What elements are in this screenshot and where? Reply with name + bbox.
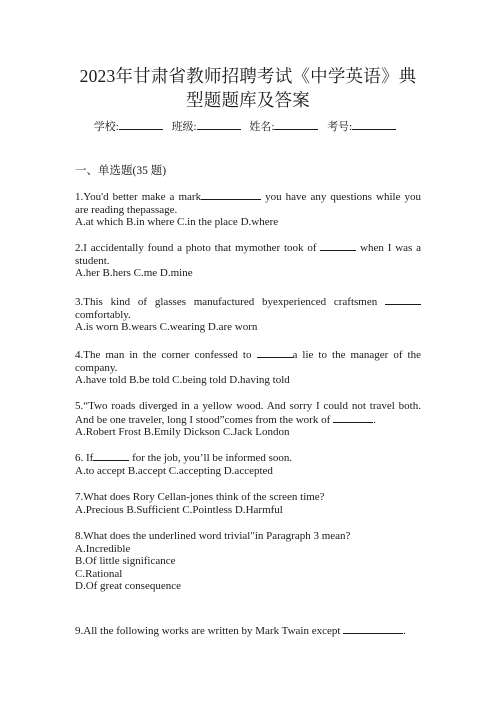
question-9-stem xyxy=(75,624,421,638)
question-9-blank xyxy=(343,624,403,634)
question-6-text-b: for the job, you’ll be informed soon. xyxy=(129,452,293,464)
school-label: 学校: xyxy=(93,121,119,133)
question-5-options: A.Robert Frost B.Emily Dickson C.Jack London xyxy=(75,426,290,438)
question-4-text-b: a lie to the manager of the company. xyxy=(75,349,421,374)
question-7 xyxy=(75,491,421,516)
school-blank xyxy=(119,119,163,130)
question-8 xyxy=(75,530,421,593)
question-4-blank xyxy=(257,348,293,358)
question-5-text-b: . xyxy=(373,413,376,426)
question-5-blank xyxy=(333,413,373,423)
question-2-text-a: 2.I accidentally found a photo that mymother took of xyxy=(75,242,321,254)
question-6-stem xyxy=(75,451,421,465)
question-5 xyxy=(75,400,421,439)
question-6 xyxy=(75,451,421,477)
question-4-text-a: 4.The man in the corner confessed to xyxy=(75,349,257,361)
question-1-text-b: you have any questions while you are reading thepassage. xyxy=(75,191,421,216)
question-6-blank xyxy=(93,451,129,461)
question-8-stem: 8.What does the underlined word trivial"in Paragraph 3 mean? xyxy=(75,530,351,542)
question-1-blank xyxy=(201,190,261,200)
question-1-stem xyxy=(75,190,421,216)
question-6-options: A.to accept B.accept C.accepting D.accepted xyxy=(75,464,273,477)
question-9-text-b: . xyxy=(403,625,406,637)
question-4-stem xyxy=(75,348,421,374)
question-8-option-c: C.Rational xyxy=(75,567,123,580)
question-3-stem xyxy=(75,295,421,321)
question-3-options: A.is worn B.wears C.wearing D.are worn xyxy=(75,321,258,333)
document-title-line-1: 2023年甘肃省教师招聘考试《中学英语》典 xyxy=(79,66,417,86)
question-3-blank xyxy=(385,295,421,305)
question-1-text-a: 1.You'd better make a mark xyxy=(75,191,202,203)
class-label: 班级: xyxy=(171,121,197,133)
name-blank xyxy=(274,119,318,130)
question-4 xyxy=(75,348,421,387)
question-7-stem: 7.What does Rory Cellan-jones think of the screen time? xyxy=(75,491,325,503)
name-label: 姓名: xyxy=(249,121,275,133)
question-2-stem xyxy=(75,241,421,267)
question-8-option-a: A.Incredible xyxy=(75,542,131,555)
question-1-options: A.at which B.in where C.in the place D.where xyxy=(75,216,279,228)
question-6-text-a: 6. If xyxy=(75,452,94,464)
question-2-blank xyxy=(320,241,356,251)
question-1 xyxy=(75,190,421,229)
question-2 xyxy=(75,241,421,280)
student-info-row xyxy=(0,119,496,134)
question-5-text-a: 5.“Two roads diverged in a yellow wood. And sorry I could not travel both. And be one traveler, long I stood”comes from the work of xyxy=(75,400,421,426)
class-blank xyxy=(197,119,241,130)
exam-number-label: 考号: xyxy=(327,121,353,133)
question-9 xyxy=(75,624,421,638)
question-2-text-b: when I was a student. xyxy=(75,242,421,267)
question-2-options: A.her B.hers C.me D.mine xyxy=(75,267,193,279)
question-4-options: A.have told B.be told C.being told D.having told xyxy=(75,374,290,386)
question-8-option-b: B.Of little significance xyxy=(75,555,176,567)
question-5-stem xyxy=(75,400,421,426)
question-3-text-a: 3.This kind of glasses manufactured byexperienced craftsmen xyxy=(75,296,385,308)
question-8-option-d: D.Of great consequence xyxy=(75,580,181,592)
section-heading: 一、单选题(35 题) xyxy=(75,165,167,177)
question-7-options: A.Precious B.Sufficient C.Pointless D.Harmful xyxy=(75,503,283,516)
document-title-line-2: 型题题库及答案 xyxy=(186,90,310,110)
question-3-text-b: comfortably. xyxy=(75,308,131,321)
question-3 xyxy=(75,295,421,334)
exam-number-blank xyxy=(352,119,396,130)
question-9-text-a: 9.All the following works are written by Mark Twain except xyxy=(75,625,344,637)
